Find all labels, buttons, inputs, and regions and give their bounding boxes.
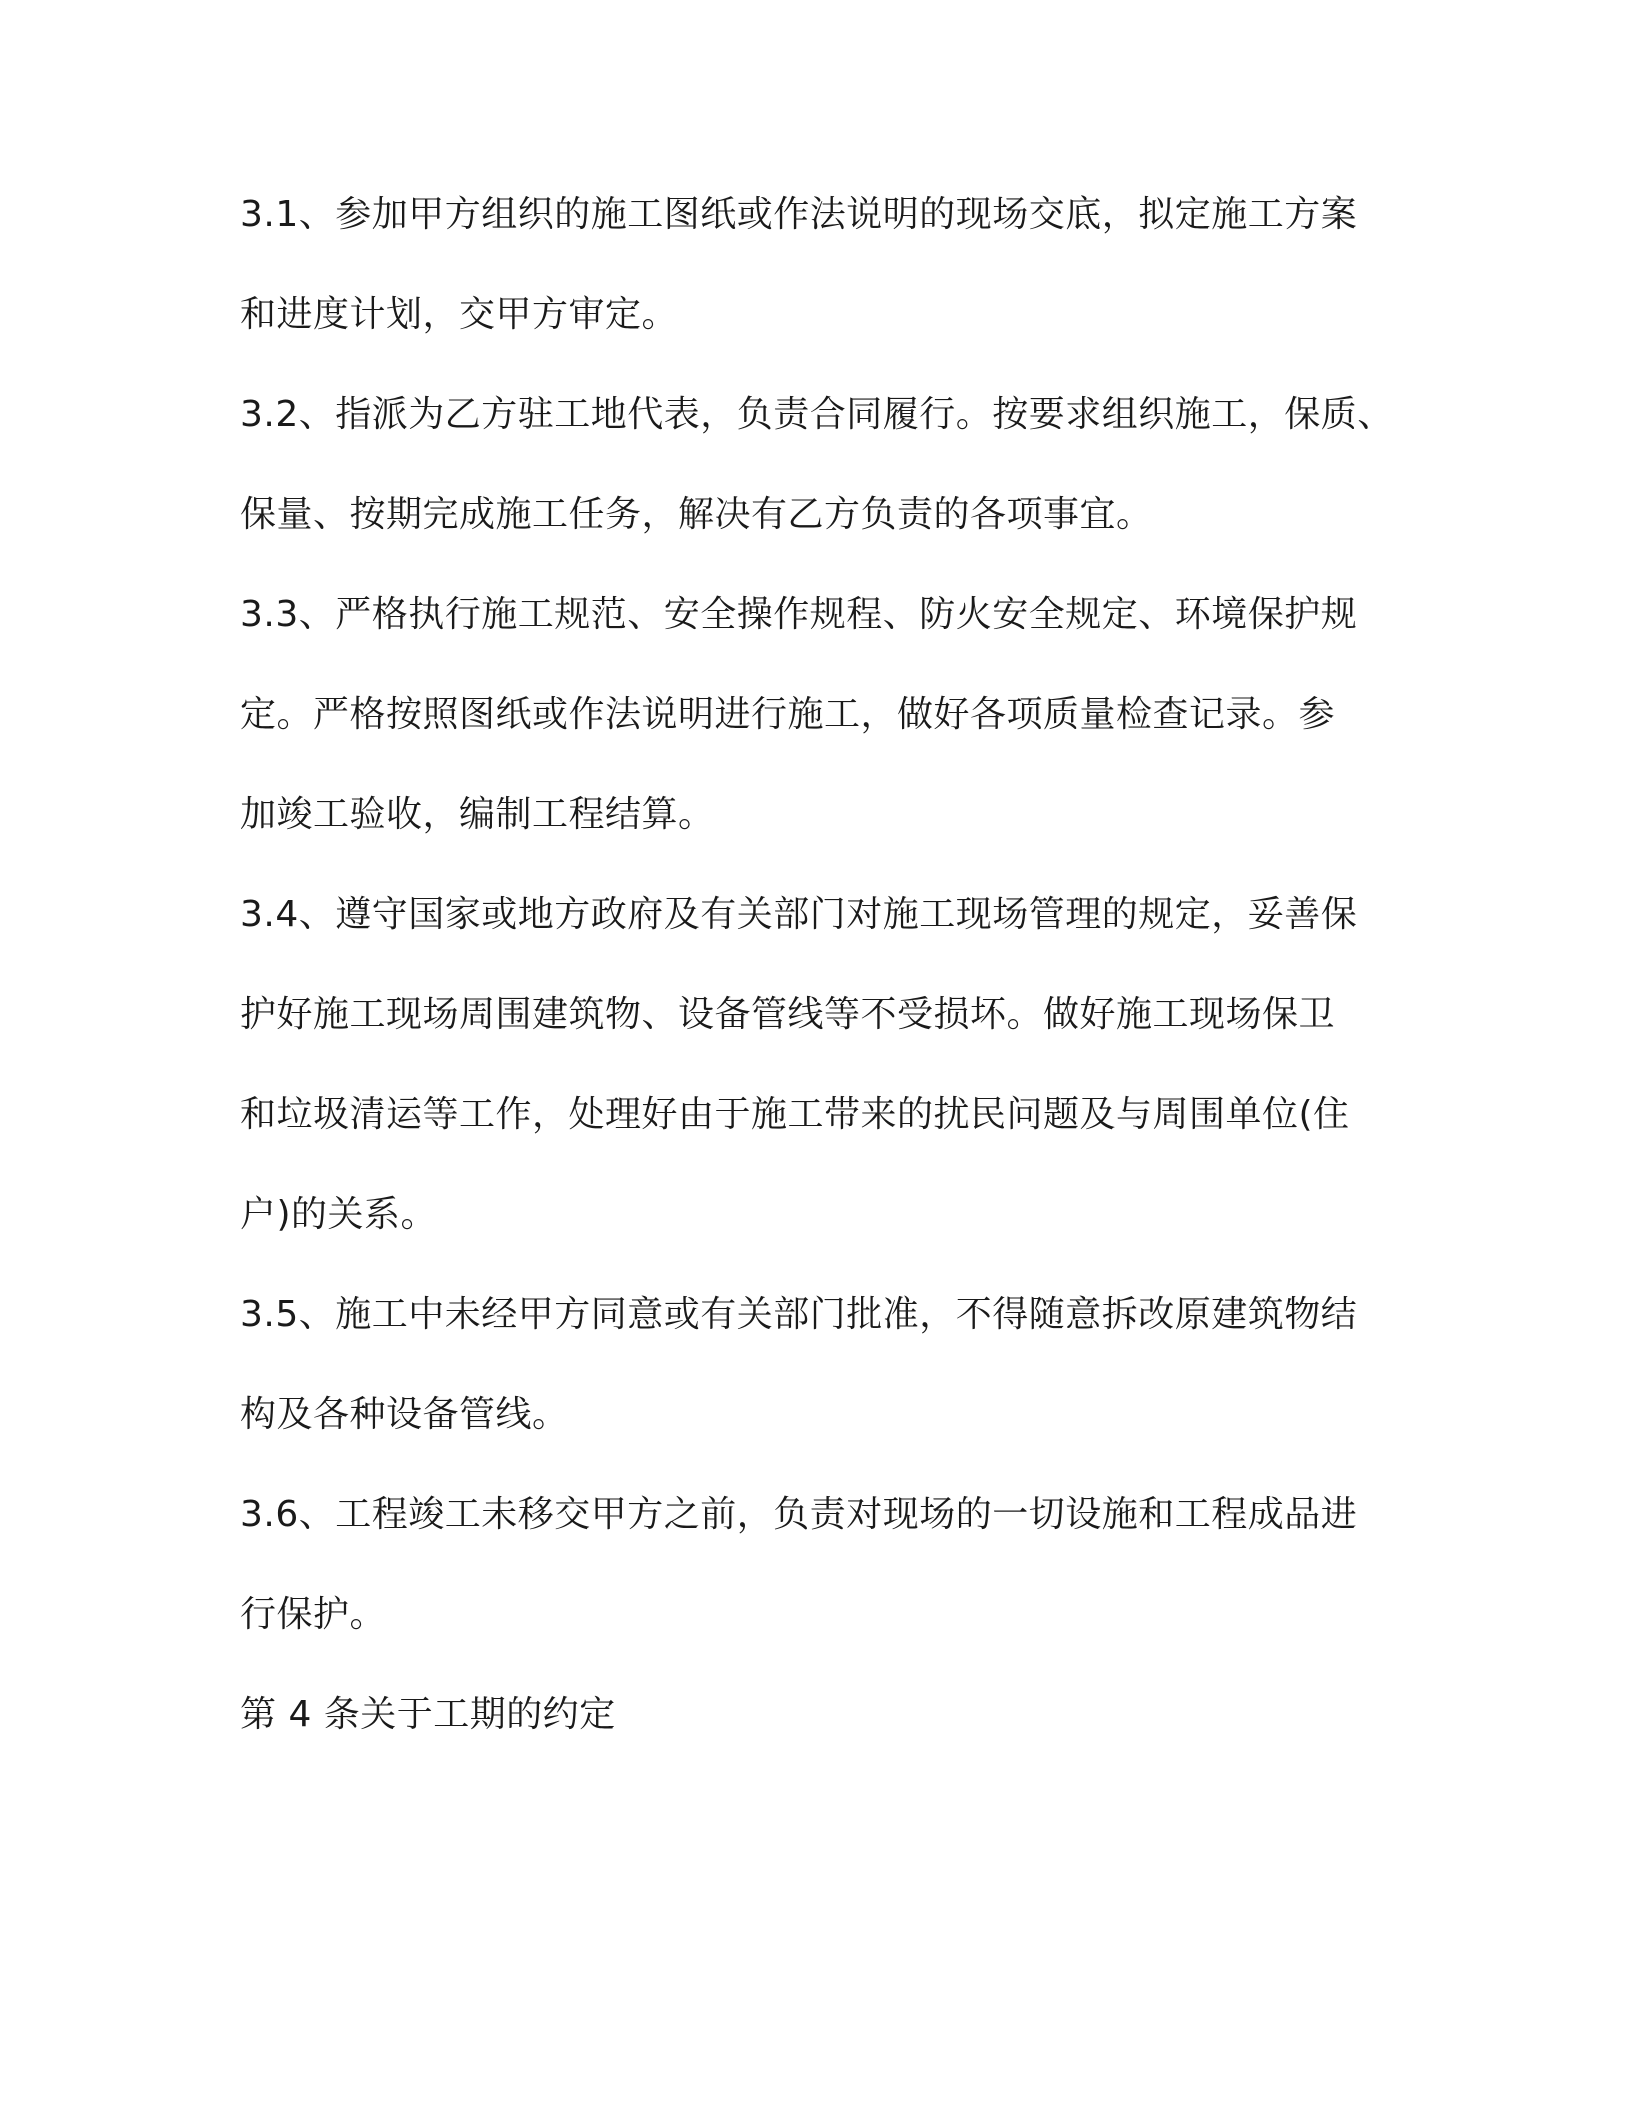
clause-3-3-line-1: 3.3、严格执行施工规范、安全操作规程、防火安全规定、环境保护规 [240,594,1358,635]
clause-3-2-line-2: 保量、按期完成施工任务，解决有乙方负责的各项事宜。 [240,494,1153,535]
clause-3-4-line-4: 户)的关系。 [240,1194,438,1235]
clause-3-2-line-1: 3.2、指派为乙方驻工地代表，负责合同履行。按要求组织施工，保质、 [240,394,1394,435]
clause-3-1-line-2: 和进度计划，交甲方审定。 [240,294,679,335]
article-4-heading: 第 4 条关于工期的约定 [240,1694,616,1735]
clause-3-3-line-3: 加竣工验收，编制工程结算。 [240,794,715,835]
clause-3-4-line-2: 护好施工现场周围建筑物、设备管线等不受损坏。做好施工现场保卫 [240,994,1336,1035]
clause-3-4-line-1: 3.4、遵守国家或地方政府及有关部门对施工现场管理的规定，妥善保 [240,894,1358,935]
clause-3-5-line-1: 3.5、施工中未经甲方同意或有关部门批准，不得随意拆改原建筑物结 [240,1294,1358,1335]
clause-3-6-line-1: 3.6、工程竣工未移交甲方之前，负责对现场的一切设施和工程成品进 [240,1494,1358,1535]
clause-3-1-line-1: 3.1、参加甲方组织的施工图纸或作法说明的现场交底，拟定施工方案 [240,194,1358,235]
clause-3-3-line-2: 定。严格按照图纸或作法说明进行施工，做好各项质量检查记录。参 [240,694,1336,735]
clause-3-5-line-2: 构及各种设备管线。 [240,1394,569,1435]
clause-3-6-line-2: 行保护。 [240,1594,387,1635]
clause-3-4-line-3: 和垃圾清运等工作，处理好由于施工带来的扰民问题及与周围单位(住 [240,1094,1350,1135]
